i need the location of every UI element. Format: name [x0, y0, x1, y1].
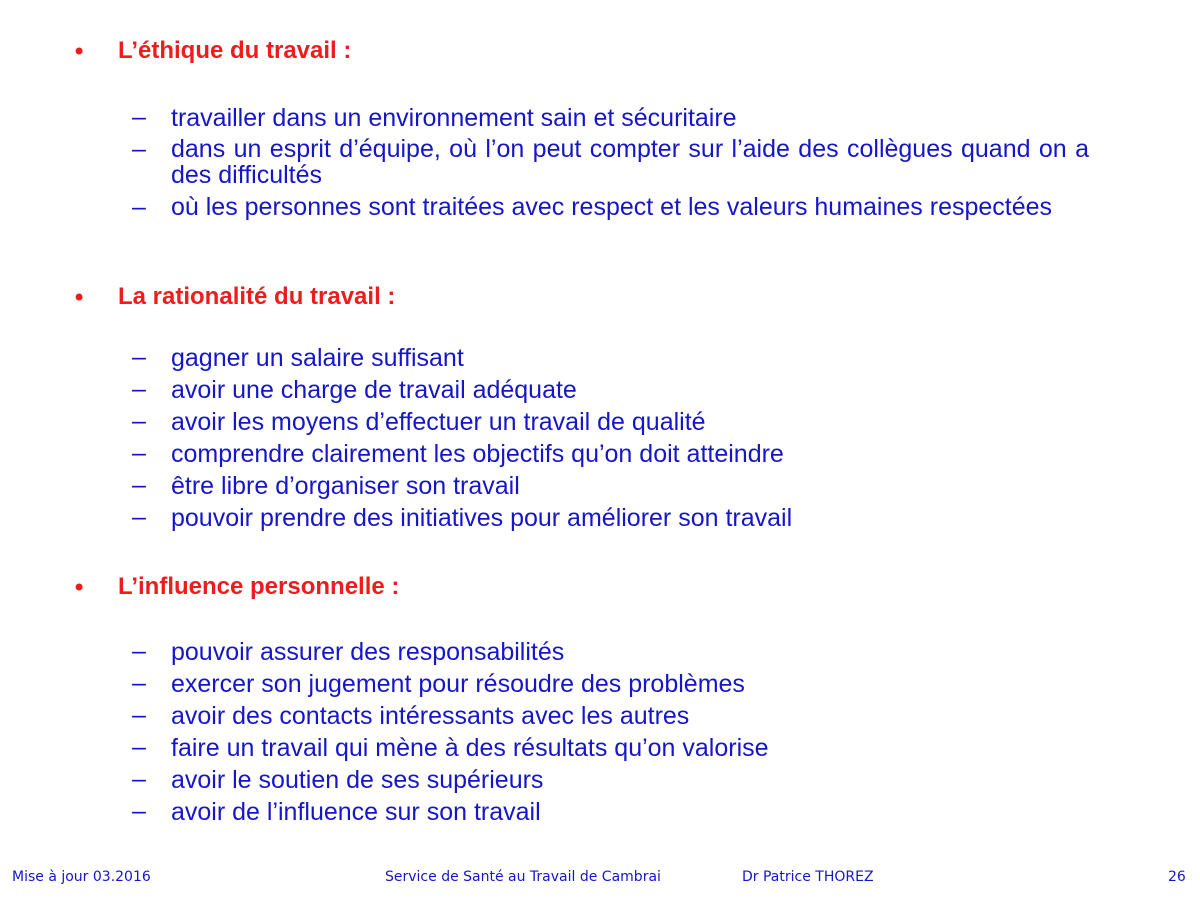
list-item-text: gagner un salaire suffisant: [171, 344, 464, 372]
list-item-text: avoir les moyens d’effectuer un travail de qualité: [171, 408, 706, 436]
section-heading-row: [0, 282, 1200, 314]
list-item: [0, 374, 1200, 406]
dash-icon: –: [132, 733, 146, 761]
dash-icon: –: [132, 471, 146, 499]
dash-icon: –: [132, 797, 146, 825]
dash-icon: –: [132, 103, 146, 131]
list-item-text: avoir le soutien de ses supérieurs: [171, 766, 544, 794]
list-item: [0, 796, 1200, 828]
list-item-text: comprendre clairement les objectifs qu’on doit atteindre: [171, 440, 784, 468]
dash-icon: –: [132, 503, 146, 531]
footer-service: Service de Santé au Travail de Cambrai: [385, 869, 661, 885]
dash-icon: –: [132, 439, 146, 467]
list-item-text: faire un travail qui mène à des résultats qu’on valorise: [171, 734, 769, 762]
item-list: [0, 342, 1200, 534]
list-item-text: travailler dans un environnement sain et sécuritaire: [171, 104, 737, 132]
list-item: [0, 764, 1200, 796]
section-heading-row: [0, 572, 1200, 604]
dash-icon: –: [132, 193, 146, 221]
section-rationalite: [0, 282, 1200, 534]
footer-author: Dr Patrice THOREZ: [742, 869, 874, 885]
section-ethique: [0, 36, 1200, 224]
list-item: [0, 470, 1200, 502]
section-heading: La rationalité du travail :: [118, 283, 396, 310]
dash-icon: –: [132, 765, 146, 793]
bullet-icon: •: [72, 38, 87, 66]
list-item: [0, 636, 1200, 668]
list-item-text: dans un esprit d’équipe, où l’on peut compter sur l’aide des collègues quand on a des difficultés: [171, 135, 1089, 189]
list-item-text: où les personnes sont traitées avec respect et les valeurs humaines respectées: [171, 193, 1053, 221]
footer-page-number: 26: [1168, 869, 1186, 885]
list-item: [0, 438, 1200, 470]
list-item-text: avoir des contacts intéressants avec les autres: [171, 702, 690, 730]
section-heading: L’influence personnelle :: [118, 573, 400, 600]
dash-icon: –: [132, 375, 146, 403]
dash-icon: –: [132, 637, 146, 665]
dash-icon: –: [132, 669, 146, 697]
dash-icon: –: [132, 135, 146, 163]
dash-icon: –: [132, 701, 146, 729]
dash-icon: –: [132, 343, 146, 371]
bullet-icon: •: [72, 574, 87, 602]
footer-date: Mise à jour 03.2016: [12, 869, 151, 885]
list-item: [0, 134, 1200, 188]
bullet-icon: •: [72, 284, 87, 312]
section-heading-row: [0, 36, 1200, 68]
section-influence: [0, 572, 1200, 828]
section-heading: L’éthique du travail :: [118, 37, 352, 64]
list-item: [0, 192, 1200, 224]
list-item: [0, 406, 1200, 438]
list-item: [0, 668, 1200, 700]
dash-icon: –: [132, 407, 146, 435]
list-item-text: être libre d’organiser son travail: [171, 472, 520, 500]
list-item-text: avoir une charge de travail adéquate: [171, 376, 577, 404]
list-item-text: avoir de l’influence sur son travail: [171, 798, 541, 826]
item-list: [0, 102, 1200, 224]
list-item-text: exercer son jugement pour résoudre des problèmes: [171, 670, 745, 698]
item-list: [0, 636, 1200, 828]
list-item: [0, 502, 1200, 534]
list-item: [0, 700, 1200, 732]
list-item-text: pouvoir assurer des responsabilités: [171, 638, 565, 666]
list-item-text: pouvoir prendre des initiatives pour améliorer son travail: [171, 504, 793, 532]
list-item: [0, 732, 1200, 764]
list-item: [0, 342, 1200, 374]
list-item: [0, 102, 1200, 134]
